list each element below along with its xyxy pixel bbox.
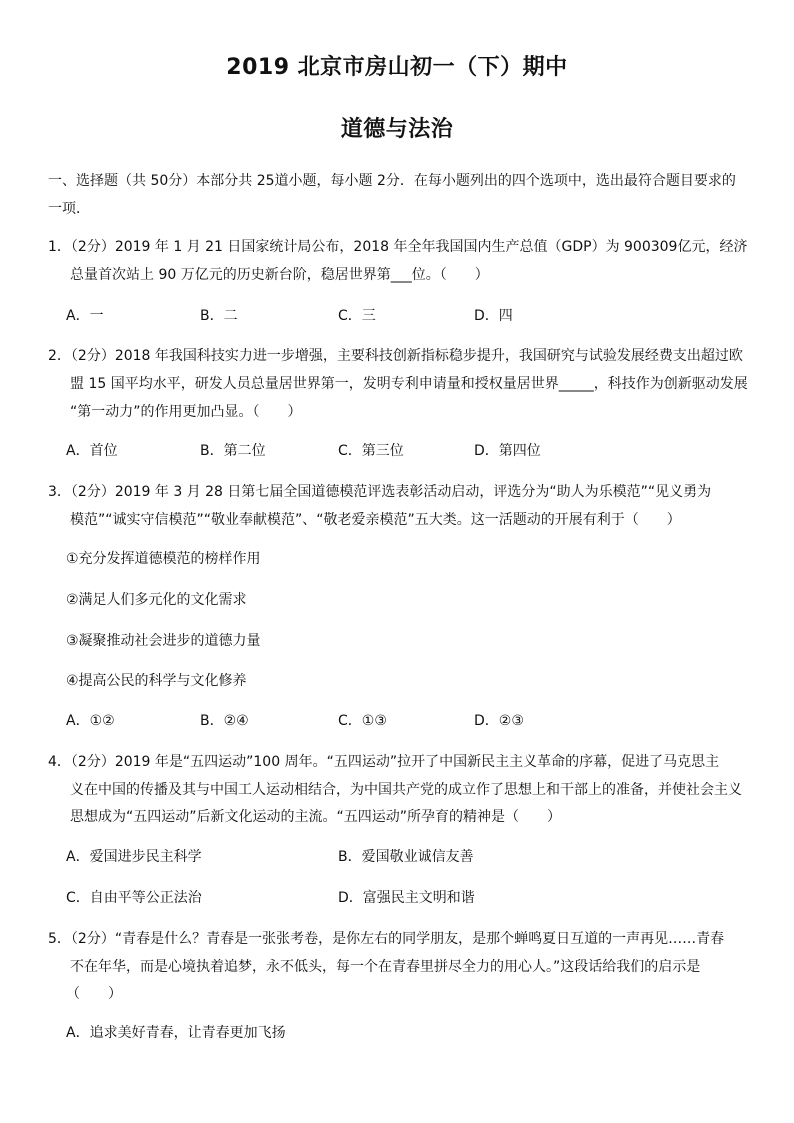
exam-title: 2019 北京市房山初一（下）期中 xyxy=(226,55,568,80)
question-3-line-1: 3．（2分）2019 年 3 月 28 日第七届全国道德模范评选表彰活动启动，评选分为“助人为乐模范”“见义勇为 xyxy=(48,484,712,500)
question-5-line-1: 5．（2分）“青春是什么？青春是一张张考卷，是你左右的同学朋友，是那个蝉鸣夏日互道的一声再见……青春 xyxy=(48,931,725,947)
question-2-line-1: 2．（2分）2018 年我国科技实力进一步增强，主要科技创新指标稳步提升，我国研究与试验发展经费支出超过欧 xyxy=(48,348,743,364)
question-1-option-c: C．三 xyxy=(338,308,376,324)
section-instruction-line-2: 一项． xyxy=(48,201,90,217)
question-1-option-d: D．四 xyxy=(474,308,513,324)
question-2-option-d: D．第四位 xyxy=(474,443,541,459)
question-4-option-d: D．富强民主文明和谐 xyxy=(338,890,475,906)
question-3-option-b: B．②④ xyxy=(200,713,249,729)
question-2-option-a: A．首位 xyxy=(66,443,118,459)
question-2-line-2: 盟 15 国平均水平，研发人员总量居世界第一，发明专利申请量和授权量居世界_____，科技作为创新驱动发展 xyxy=(70,376,748,392)
section-instruction-line-1: 一、选择题（共 50分）本部分共 25道小题，每小题 2分．在每小题列出的四个选项中，选出最符合题目要求的 xyxy=(48,173,736,189)
question-3-statement-4: ④提高公民的科学与文化修养 xyxy=(66,673,247,689)
question-4-option-b: B．爱国敬业诚信友善 xyxy=(338,849,474,865)
question-3-statement-1: ①充分发挥道德模范的榜样作用 xyxy=(66,551,261,567)
question-1-option-a: A．一 xyxy=(66,308,104,324)
question-3-statement-2: ②满足人们多元化的文化需求 xyxy=(66,592,247,608)
question-1-line-2: 总量首次站上 90 万亿元的历史新台阶，稳居世界第___位。（ ） xyxy=(70,267,489,283)
question-3-line-2: 模范”“诚实守信模范”“敬业奉献模范”、“敬老爱亲模范”五大类。这一活题动的开展有利于（ ） xyxy=(70,512,681,528)
question-2-option-c: C．第三位 xyxy=(338,443,404,459)
question-4-option-c: C．自由平等公正法治 xyxy=(66,890,202,906)
question-3-option-a: A．①② xyxy=(66,713,115,729)
question-4-option-a: A．爱国进步民主科学 xyxy=(66,849,202,865)
question-2-option-b: B．第二位 xyxy=(200,443,266,459)
exam-subject: 道德与法治 xyxy=(340,117,454,142)
question-3-option-c: C．①③ xyxy=(338,713,387,729)
question-4-line-2: 义在中国的传播及其与中国工人运动相结合，为中国共产党的成立作了思想上和干部上的准备，并使社会主义 xyxy=(70,782,742,798)
question-4-line-3: 思想成为“五四运动”后新文化运动的主流。“五四运动”所孕育的精神是（ ） xyxy=(70,809,562,825)
question-3-statement-3: ③凝聚推动社会进步的道德力量 xyxy=(66,633,261,649)
question-1-line-1: 1．（2分）2019 年 1 月 21 日国家统计局公布，2018 年全年我国国内生产总值（GDP）为 900309亿元，经济 xyxy=(48,239,748,255)
question-1-option-b: B．二 xyxy=(200,308,238,324)
question-5-option-a: A．追求美好青春，让青春更加飞扬 xyxy=(66,1025,286,1041)
question-5-line-3: （ ） xyxy=(66,986,122,1002)
question-5-line-2: 不在年华，而是心境执着追梦，永不低头，每一个在青春里拼尽全力的用心人。”这段话给我们的启示是 xyxy=(70,959,701,975)
question-3-option-d: D．②③ xyxy=(474,713,524,729)
question-2-line-3: “第一动力”的作用更加凸显。（ ） xyxy=(70,404,302,420)
question-4-line-1: 4．（2分）2019 年是“五四运动”100 周年。“五四运动”拉开了中国新民主主义革命的序幕，促进了马克思主 xyxy=(48,754,720,770)
